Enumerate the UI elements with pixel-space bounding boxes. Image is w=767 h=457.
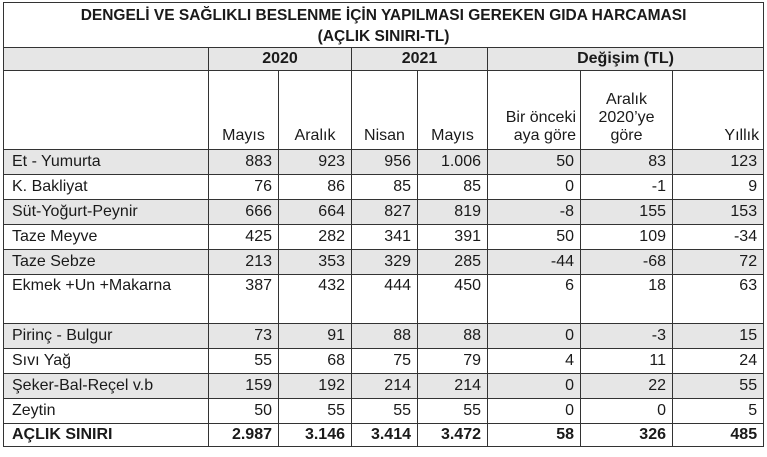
cell-value: 0 — [581, 399, 673, 424]
cell-value: 50 — [209, 399, 279, 424]
total-value: 3.146 — [279, 424, 352, 447]
table-subtitle: (AÇLIK SINIRI-TL) — [4, 26, 764, 48]
row-label: Taze Sebze — [4, 250, 209, 275]
header-blank — [4, 48, 209, 71]
cell-value: 0 — [488, 399, 581, 424]
table-row — [4, 275, 764, 324]
row-label: K. Bakliyat — [4, 175, 209, 200]
cell-value: 88 — [418, 324, 488, 349]
table-row — [4, 374, 764, 399]
cell-value: -34 — [673, 225, 764, 250]
row-label: Süt-Yoğurt-Peynir — [4, 200, 209, 225]
table-row — [4, 250, 764, 275]
cell-value: 55 — [279, 399, 352, 424]
cell-value: 86 — [279, 175, 352, 200]
cell-value: 214 — [352, 374, 418, 399]
cell-value: 50 — [488, 150, 581, 175]
total-value: 2.987 — [209, 424, 279, 447]
cell-value: 88 — [352, 324, 418, 349]
cell-value: 50 — [488, 225, 581, 250]
table-row — [4, 175, 764, 200]
total-row — [4, 424, 764, 447]
total-value: 485 — [673, 424, 764, 447]
total-value: 3.414 — [352, 424, 418, 447]
cell-value: 109 — [581, 225, 673, 250]
cell-value: 827 — [352, 200, 418, 225]
cell-value: -68 — [581, 250, 673, 275]
cell-value: 55 — [673, 374, 764, 399]
cell-value: 956 — [352, 150, 418, 175]
cell-value: 4 — [488, 349, 581, 374]
cell-value: -1 — [581, 175, 673, 200]
cell-value: 1.006 — [418, 150, 488, 175]
table-row — [4, 399, 764, 424]
cell-value: 341 — [352, 225, 418, 250]
cell-value: -44 — [488, 250, 581, 275]
cell-value: 450 — [418, 275, 488, 324]
group-2020: 2020 — [209, 48, 352, 71]
cell-value: 666 — [209, 200, 279, 225]
total-label: AÇLIK SINIRI — [4, 424, 209, 447]
cell-value: 15 — [673, 324, 764, 349]
cell-value: 155 — [581, 200, 673, 225]
column-header: Yıllık — [673, 71, 764, 150]
row-label: Sıvı Yağ — [4, 349, 209, 374]
cell-value: 883 — [209, 150, 279, 175]
header-label-blank — [4, 71, 209, 150]
cell-value: 72 — [673, 250, 764, 275]
cell-value: 444 — [352, 275, 418, 324]
cell-value: 22 — [581, 374, 673, 399]
cell-value: 55 — [352, 399, 418, 424]
cell-value: 432 — [279, 275, 352, 324]
table-row — [4, 225, 764, 250]
cell-value: 68 — [279, 349, 352, 374]
group-change: Değişim (TL) — [488, 48, 764, 71]
cell-value: 55 — [418, 399, 488, 424]
cell-value: 5 — [673, 399, 764, 424]
cell-value: 83 — [581, 150, 673, 175]
cell-value: 6 — [488, 275, 581, 324]
row-label: Ekmek +Un +Makarna — [4, 275, 209, 324]
cell-value: 153 — [673, 200, 764, 225]
table-row — [4, 349, 764, 374]
cell-value: 0 — [488, 324, 581, 349]
cell-value: 11 — [581, 349, 673, 374]
row-label: Şeker-Bal-Reçel v.b — [4, 374, 209, 399]
cell-value: 285 — [418, 250, 488, 275]
row-label: Taze Meyve — [4, 225, 209, 250]
table-body — [4, 150, 764, 447]
cell-value: 425 — [209, 225, 279, 250]
cell-value: 75 — [352, 349, 418, 374]
cell-value: 664 — [279, 200, 352, 225]
row-label: Zeytin — [4, 399, 209, 424]
column-header: Aralık — [279, 71, 352, 150]
column-header: Aralık 2020’ye göre — [581, 71, 673, 150]
column-header: Mayıs — [418, 71, 488, 150]
cell-value: 329 — [352, 250, 418, 275]
cell-value: 76 — [209, 175, 279, 200]
cell-value: 213 — [209, 250, 279, 275]
cell-value: 63 — [673, 275, 764, 324]
column-header: Mayıs — [209, 71, 279, 150]
cell-value: 73 — [209, 324, 279, 349]
column-header: Nisan — [352, 71, 418, 150]
cell-value: -3 — [581, 324, 673, 349]
cell-value: 353 — [279, 250, 352, 275]
cell-value: 79 — [418, 349, 488, 374]
food-expense-table — [3, 2, 764, 447]
row-label: Et - Yumurta — [4, 150, 209, 175]
table-row — [4, 150, 764, 175]
cell-value: 282 — [279, 225, 352, 250]
table-title: DENGELİ VE SAĞLIKLI BESLENME İÇİN YAPILMASI GEREKEN GIDA HARCAMASI — [4, 3, 764, 27]
total-value: 3.472 — [418, 424, 488, 447]
cell-value: 123 — [673, 150, 764, 175]
cell-value: 85 — [352, 175, 418, 200]
cell-value: 387 — [209, 275, 279, 324]
cell-value: 85 — [418, 175, 488, 200]
cell-value: 9 — [673, 175, 764, 200]
total-value: 58 — [488, 424, 581, 447]
total-value: 326 — [581, 424, 673, 447]
cell-value: 18 — [581, 275, 673, 324]
cell-value: 55 — [209, 349, 279, 374]
column-header: Bir önceki aya göre — [488, 71, 581, 150]
table-row — [4, 200, 764, 225]
cell-value: 0 — [488, 175, 581, 200]
cell-value: 192 — [279, 374, 352, 399]
cell-value: -8 — [488, 200, 581, 225]
cell-value: 214 — [418, 374, 488, 399]
group-2021: 2021 — [352, 48, 488, 71]
cell-value: 391 — [418, 225, 488, 250]
cell-value: 91 — [279, 324, 352, 349]
row-label: Pirinç - Bulgur — [4, 324, 209, 349]
cell-value: 819 — [418, 200, 488, 225]
table-row — [4, 324, 764, 349]
cell-value: 0 — [488, 374, 581, 399]
cell-value: 923 — [279, 150, 352, 175]
cell-value: 159 — [209, 374, 279, 399]
cell-value: 24 — [673, 349, 764, 374]
